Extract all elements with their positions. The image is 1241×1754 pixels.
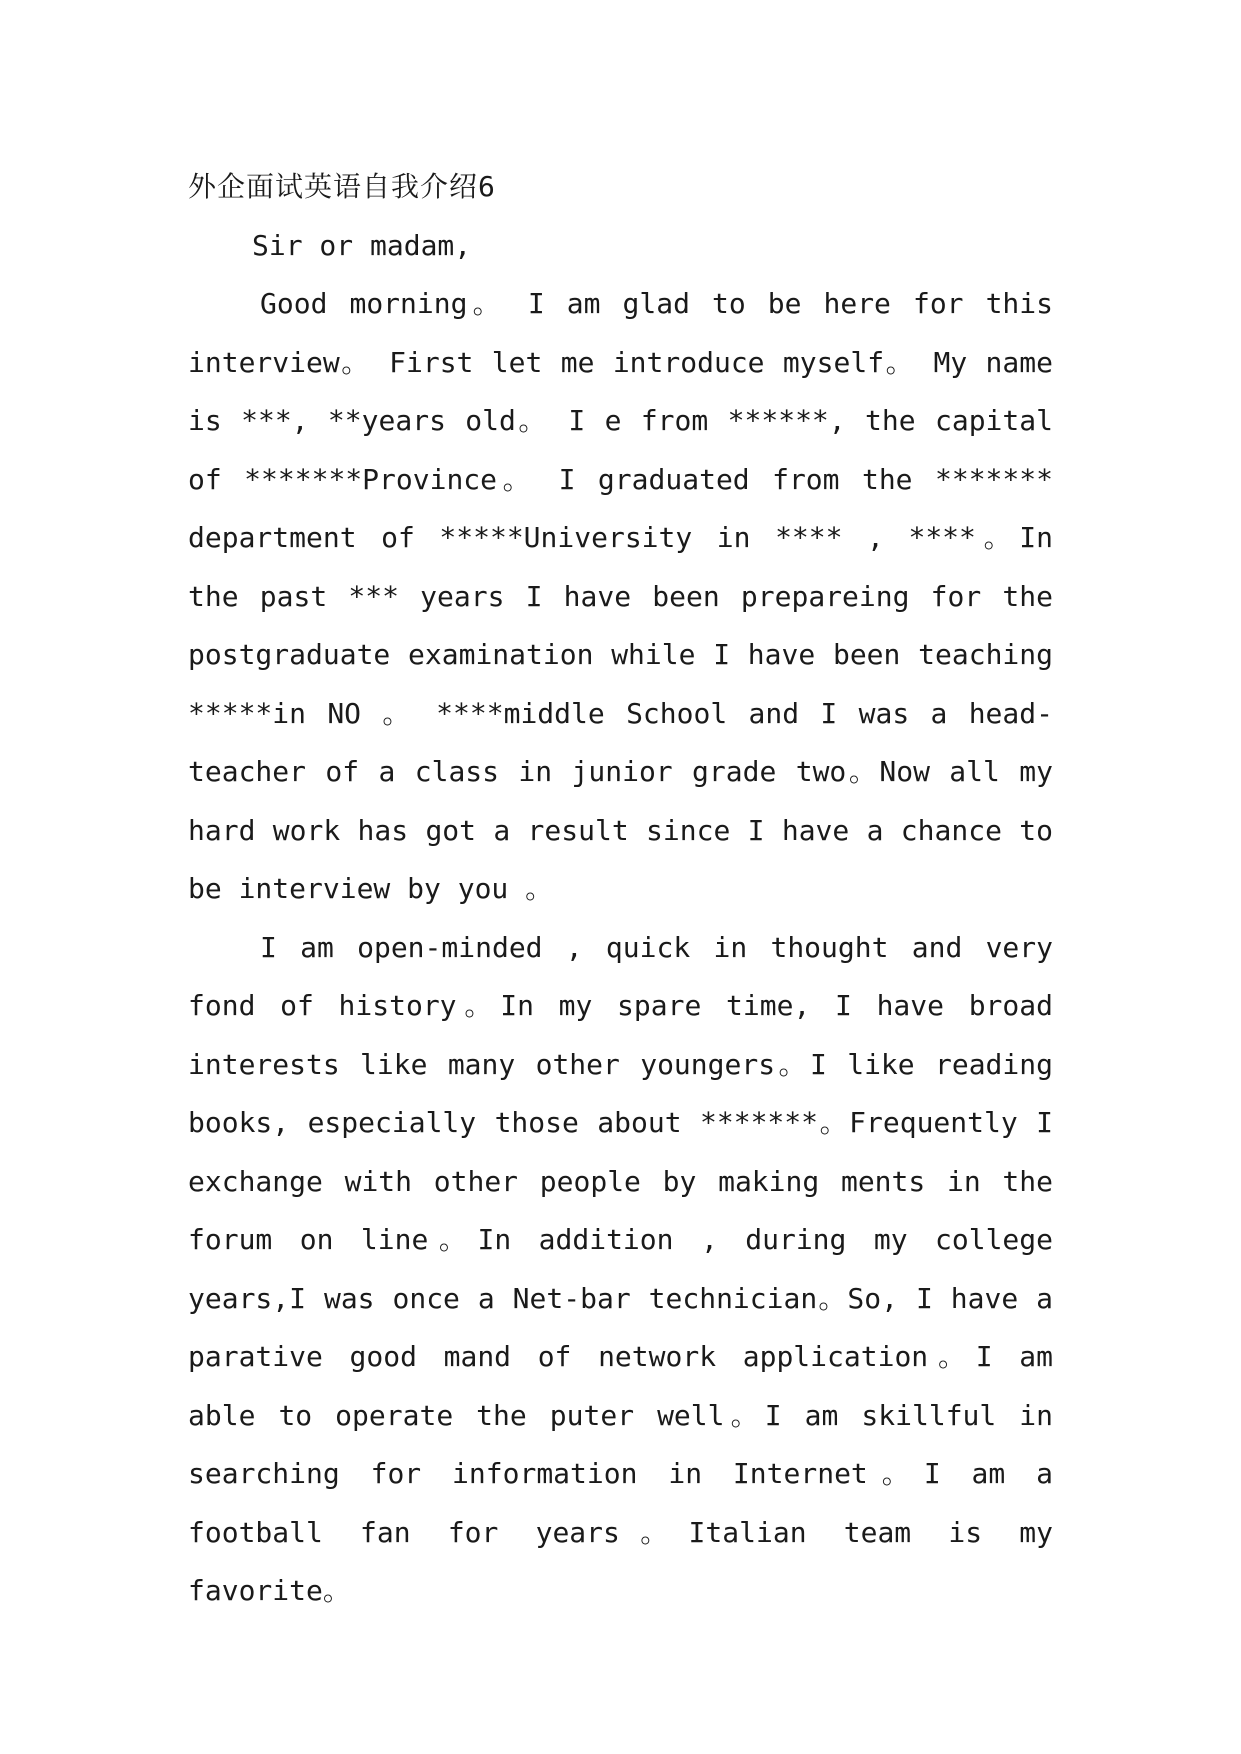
paragraph-intro: Good morning。 I am glad to be here for this interview。 First let me introduce myself。 My name is ***, **years old。 I e from ******, the capital of *******Province。 I graduated from the ******* department of *****University in **** , ****。In the past *** years I have been prepareing for the postgraduate examination while I have been teaching *****in NO 。 ****middle School and I was a head-teacher of a class in junior grade two。Now all my hard work has got a result since I have a chance to be interview by you 。	[188, 287, 1053, 905]
greeting-line: Sir or madam,	[252, 228, 472, 262]
paragraph-interests: I am open-minded , quick in thought and very fond of history。In my spare time, I have broad interests like many other youngers。I like reading books, especially those about *******。Frequently I exchange with other people by making ments in the forum on line。In addition , during my college years,I was once a Net-bar technician。So, I have a parative good mand of network application。I am able to operate the puter well。I am skillful in searching for information in Internet。I am a football fan for years。Italian team is my favorite。	[188, 930, 1053, 1607]
document-title: 外企面试英语自我介绍6	[188, 170, 496, 203]
document-body	[188, 158, 1053, 1621]
